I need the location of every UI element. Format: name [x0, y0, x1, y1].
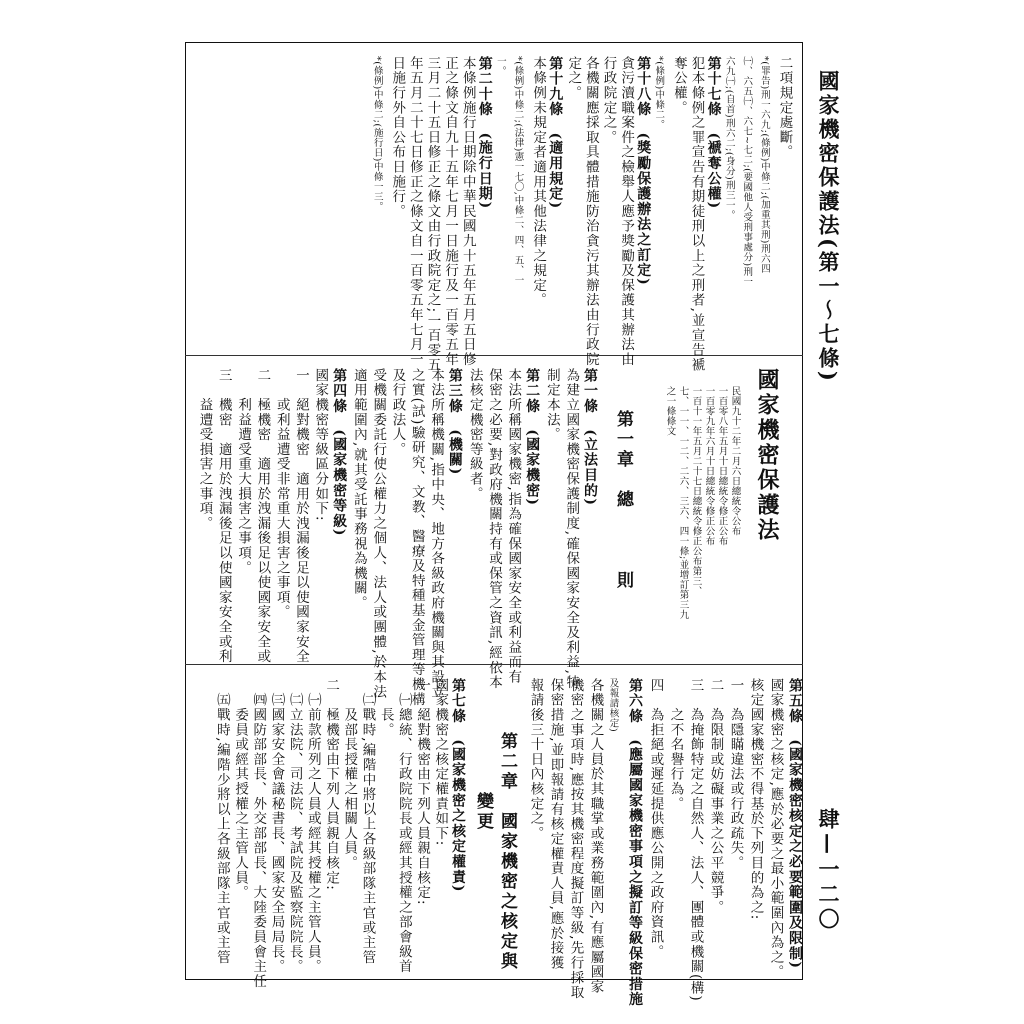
text-column: 本法所稱國家機密,指為確保國家安全或利益而有: [505, 368, 522, 685]
text-column: 一 為隱瞞違法或行政疏失。: [727, 678, 744, 871]
text-column: 犯本條例之罪宣告有期徒刑以上之刑者,並宣告褫: [688, 56, 705, 373]
text-column: 利益遭受重大損害之事項。: [235, 368, 252, 576]
text-column: 長。: [377, 678, 394, 738]
text-column: 一 絕對機密由下列人員親自核定:: [414, 678, 431, 906]
text-column: ㈢國家安全會議秘書長、國家安全局局長。: [268, 678, 285, 974]
running-title: 國家機密保護法(第一～七條): [816, 70, 841, 384]
annotation-note: *(條例)中條二。: [653, 56, 665, 130]
promulgation-line: 一百十一年五月二十七日總統令修正公布第三、: [690, 386, 702, 596]
text-column: 三月二十五日修正之條文由行政院定之;一百零五: [424, 56, 441, 373]
article-heading: 第十七條 (褫奪公權): [705, 56, 722, 210]
text-column: ㈡戰時,編階中將以上各級部隊主官或主管: [359, 678, 376, 965]
text-column: 委員或經其授權之主管人員。: [232, 678, 249, 900]
text-column: 一 絕對機密 適用於洩漏後足以使國家安全: [293, 368, 309, 664]
text-column: 本條例未規定者適用其他法律之規定。: [530, 56, 547, 308]
annotation-note: 一。: [494, 56, 506, 76]
text-column: 之不名譽行為。: [667, 678, 684, 812]
annotation-note: ㈠、六五㈠、六七~七二;(要國他人受刑事處分)刑一: [741, 56, 753, 287]
article-heading: 第十九條 (適用規定): [547, 56, 564, 210]
page-number: 肆—一二〇: [816, 808, 841, 933]
text-column: 三 機密 適用於洩漏後足以使國家安全或利: [215, 368, 232, 664]
text-column: 本條例施行日期除中華民國九十五年五月五日修: [459, 56, 476, 367]
text-column: 三 為掩飾特定之自然人、法人、團體或機關(構): [687, 678, 704, 1002]
text-column: 各機關之人員於其職掌或業務範圍內,有應屬國家: [587, 678, 604, 995]
text-column: 或利益遭受非常重大損害之事項。: [273, 368, 290, 620]
text-column: 各機關應採取具體措施防治貪污其辦法由行政院: [582, 56, 599, 367]
panel-divider-top: [185, 355, 803, 356]
text-column: 正之條文自九十五年七月一日施行及一百零五年: [442, 56, 459, 367]
article-heading: 第二條 (國家機密): [524, 368, 541, 507]
text-column: 二 為限制或妨礙事業之公平競爭。: [707, 678, 724, 915]
text-column: ㈠前款所列之人員或經其授權之主管人員。: [304, 678, 321, 974]
text-column: ㈠總統、行政院院長或經其授權之部會級首: [395, 678, 412, 974]
text-column: 行政院定之。: [600, 56, 617, 145]
promulgation-line: 一百零九年六月十日總統令修正公布: [703, 386, 715, 546]
text-column: 國家機密等級區分如下:: [312, 368, 329, 522]
annotation-note: *(條例)中條二;(法律)憲一七〇,中條二、四、五、一: [512, 56, 524, 286]
annotation-note: 及報請核定): [607, 678, 619, 733]
text-column: ㈣國防部部長、外交部部長、大陸委員會主任: [250, 678, 267, 989]
annotation-note: *(條例)中條二;(施行日)中條一三。: [371, 56, 383, 212]
text-column: 為建立國家機密保護制度,確保國家安全及利益,特: [563, 368, 580, 690]
promulgation-line: 七、一一、一二、二六、三六、四一條;並增訂第三九: [677, 386, 689, 620]
text-column: 貪污瀆職案件之檢舉人應予獎勵及保護其辦法由: [618, 56, 635, 367]
text-column: 適用範圍內,就其受託事務視為機關。: [350, 368, 367, 611]
text-column: 國家機密之核定權責如下:: [432, 678, 449, 847]
chapter-one-heading: 第一章: [613, 410, 633, 470]
text-column: 受機關委託行使公權力之個人、法人或團體,於本法: [370, 368, 387, 700]
promulgation-line: 之一條條文: [664, 386, 676, 436]
law-title: 國家機密保護法: [754, 368, 780, 543]
text-column: 定之。: [565, 56, 582, 101]
annotation-note: *(罪告)刑一六九;(條例)中條二;(加重其刑)刑六四: [758, 56, 770, 274]
text-column: 制定本法。: [543, 368, 560, 442]
text-column: ㈡立法院、司法院、考試院及監察院院長。: [286, 678, 303, 974]
chapter-two-heading: 第二章 國家機密之核定與: [497, 732, 517, 972]
text-column: 機密之事項時,應按其機密程度擬訂等級,先行採取: [567, 678, 584, 1000]
text-column: 四 為拒絕或遲延提供應公開之政府資訊。: [647, 678, 664, 960]
text-column: 日施行外自公布日施行。: [389, 56, 406, 219]
text-column: 國家機密之核定,應於必要之最小範圍內為之。: [767, 678, 784, 980]
article-heading: 第十八條 (獎勵保護辦法之訂定): [635, 56, 652, 287]
text-column: ㈤戰時,編階少將以上各級部隊主官或主管: [213, 678, 230, 965]
article-heading: 第四條 (國家機密等級): [331, 368, 348, 537]
text-column: 二項規定處斷。: [776, 56, 793, 160]
promulgation-line: 民國九十二年二月六日總統令公布: [729, 386, 741, 536]
text-column: 保密措施,並即報請有核定權責人員,應於接獲: [547, 678, 564, 971]
chapter-two-name: 變更: [473, 792, 493, 832]
text-column: 二 極機密由下列人員親自核定:: [323, 678, 340, 892]
text-column: 法核定機密等級者。: [466, 368, 483, 502]
text-column: 本法所稱機關,指中央、地方各級政府機關與其設立: [428, 368, 445, 700]
text-column: 之實(試)驗研究、文教、醫療及特種基金管理等機構: [408, 368, 425, 707]
text-column: 報請後三十日內核定之。: [527, 678, 544, 841]
chapter-one-name: 總 則: [613, 490, 633, 598]
text-column: 年五月二十七日修正之條文自一百零五年七月一: [406, 56, 423, 367]
text-column: 奪公權。: [670, 56, 687, 116]
article-heading: 第五條 (國家機密核定之必要範圍及限制): [787, 678, 803, 970]
text-column: 及部長授權之相關人員。: [341, 678, 358, 871]
promulgation-line: 一百零八年五月十日總統令修正公布: [716, 386, 728, 546]
text-column: 保密之必要,對政府機關持有或保管之資訊,經依本: [486, 368, 502, 690]
text-column: 及行政法人。: [389, 368, 406, 457]
article-heading: 第一條 (立法目的): [582, 368, 598, 507]
annotation-note: 六九㈠;(自首)刑六二;(身分)刑三一。: [723, 56, 735, 221]
text-column: 益遭受損害之事項。: [196, 368, 213, 531]
article-heading: 第六條 (應屬國家機密事項之擬訂等級保密措施: [627, 678, 643, 1008]
text-column: 核定國家機密不得基於下列目的為之:: [747, 678, 764, 921]
article-heading: 第二十條 (施行日期): [476, 56, 493, 210]
article-heading: 第三條 (機關): [446, 368, 463, 476]
text-column: 二 極機密 適用於洩漏後足以使國家安全或: [254, 368, 271, 664]
article-heading: 第七條 (國家機密之核定權責): [450, 678, 466, 893]
